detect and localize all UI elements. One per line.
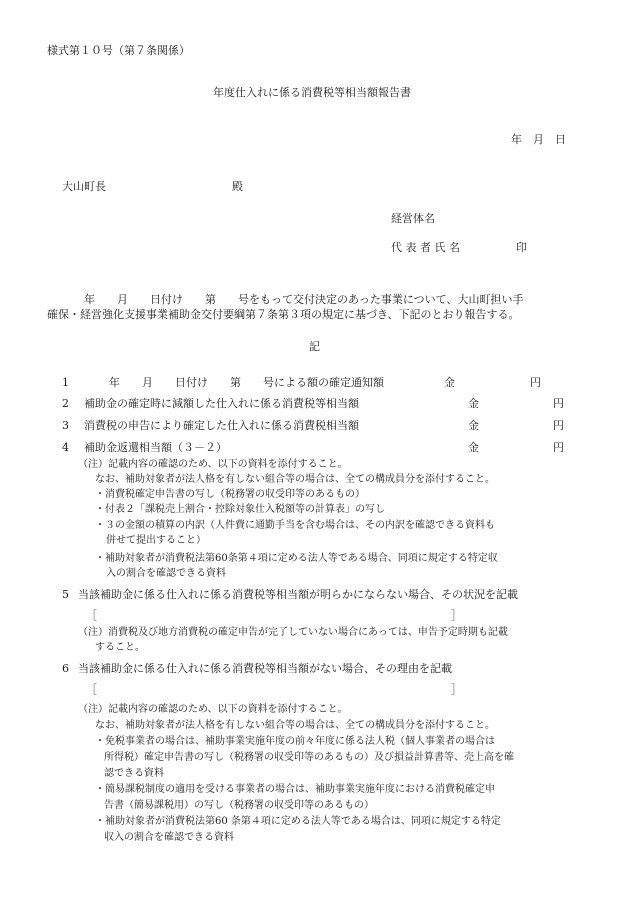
item-6-text: 当該補助金に係る仕入れに係る消費税等相当額がない場合、その理由を記載 [78,662,452,675]
note-6-continuation: 告書（簡易課税用）の写し（税務署の収受印等のあるもの） [104,800,374,811]
date-line: 年 月 日 [511,133,566,146]
item-4-kin: 金 [468,441,479,454]
honorific: 殿 [232,180,243,193]
item-1-text: 年 月 日付け 第 号による額の確定通知額 [109,376,384,389]
item-5-bracket-close: ］ [451,609,462,622]
note-4-bullet: ・補助対象者が消費税法第60条第４項に定める法人等である場合、同項に規定する特定収 [95,553,498,564]
note-6-bullet: ・補助対象者が消費税法第60 条第４項に定める法人等である場合は、同項に規定する特定 [95,816,501,827]
note-6-continuation: 収入の割合を確認できる資料 [104,832,234,843]
note-6-continuation: 認できる資料 [104,768,164,779]
note-4-header: （注）記載内容の確認のため、以下の資料を添付すること。 [78,459,348,470]
form-number: 様式第１０号（第７条関係） [47,44,190,57]
item-2-kin: 金 [468,397,479,410]
item-5-text: 当該補助金に係る仕入れに係る消費税等相当額が明らかにならない場合、その状況を記載 [78,588,518,601]
item-1-kin: 金 [444,376,455,389]
item-6-bracket-close: ］ [451,683,462,696]
note-4-continuation: 併せて提出すること） [106,535,206,546]
item-2-yen: 円 [553,397,564,410]
note-4-bullet: ・３の金額の積算の内訳（人件費に通勤手当を含む場合は、その内訳を確認できる資料も [95,520,495,531]
note-5-continuation: すること。 [95,642,145,653]
addressee: 大山町長 [62,180,106,193]
note-4-bullet: ・消費税確定申告書の写し（税務署の収受印等のあるもの） [95,489,365,500]
item-6-bracket-open: ［ [86,683,97,696]
item-3-kin: 金 [468,419,479,432]
note-5-header: （注）消費税及び地方消費税の確定申告が完了していない場合にあっては、申告予定時期も記載 [78,627,508,638]
note-6-bullet: ・簡易課税制度の適用を受ける事業者の場合は、補助事業実施年度における消費税確定申 [95,784,495,795]
note-4-bullet: ・付表２「課税売上割合・控除対象仕入税額等の計算表」の写し [95,504,385,515]
intro-line-2: 確保・経営強化支援事業補助金交付要綱第７条第３項の規定に基づき、下記のとおり報告する。 [47,308,520,321]
business-name-label: 経営体名 [391,212,435,225]
item-5-number: 5 [62,588,69,601]
item-2-number: 2 [62,397,69,410]
note-6-header: （注）記載内容の確認のため、以下の資料を添付すること。 [78,704,348,715]
note-4-continuation: 入の割合を確認できる資料 [106,568,226,579]
note-6-line: なお、補助対象者が法人格を有しない組合等の場合は、全ての構成員分を添付すること。 [95,720,495,731]
item-3-text: 消費税の申告により確定した仕入れに係る消費税相当額 [84,419,359,432]
item-1-number: 1 [62,376,69,389]
note-4-line: なお、補助対象者が法人格を有しない組合等の場合は、全ての構成員分を添付すること。 [95,474,495,485]
item-4-number: 4 [62,441,69,454]
item-4-text: 補助金返還相当額（３－２） [84,441,227,454]
item-4-yen: 円 [553,441,564,454]
note-6-bullet: ・免税事業者の場合は、補助事業実施年度の前々年度に係る法人税（個人事業者の場合は [95,736,495,747]
item-1-yen: 円 [530,376,541,389]
note-6-continuation: 所得税）確定申告書の写し（税務署の収受印等のあるもの）及び損益計算書等、売上高を確 [104,752,514,763]
ki-heading: 記 [309,340,320,353]
seal-mark: 印 [516,241,527,254]
document-title: 年度仕入れに係る消費税等相当額報告書 [213,86,411,99]
representative-label: 代 表 者 氏 名 [391,241,460,254]
intro-line-1: 年 月 日付け 第 号をもって交付決定のあった事業について、大山町担い手 [84,293,524,306]
item-2-text: 補助金の確定時に減額した仕入れに係る消費税等相当額 [84,397,359,410]
item-3-yen: 円 [553,419,564,432]
item-3-number: 3 [62,419,69,432]
item-6-number: 6 [62,662,69,675]
item-5-bracket-open: ［ [86,609,97,622]
